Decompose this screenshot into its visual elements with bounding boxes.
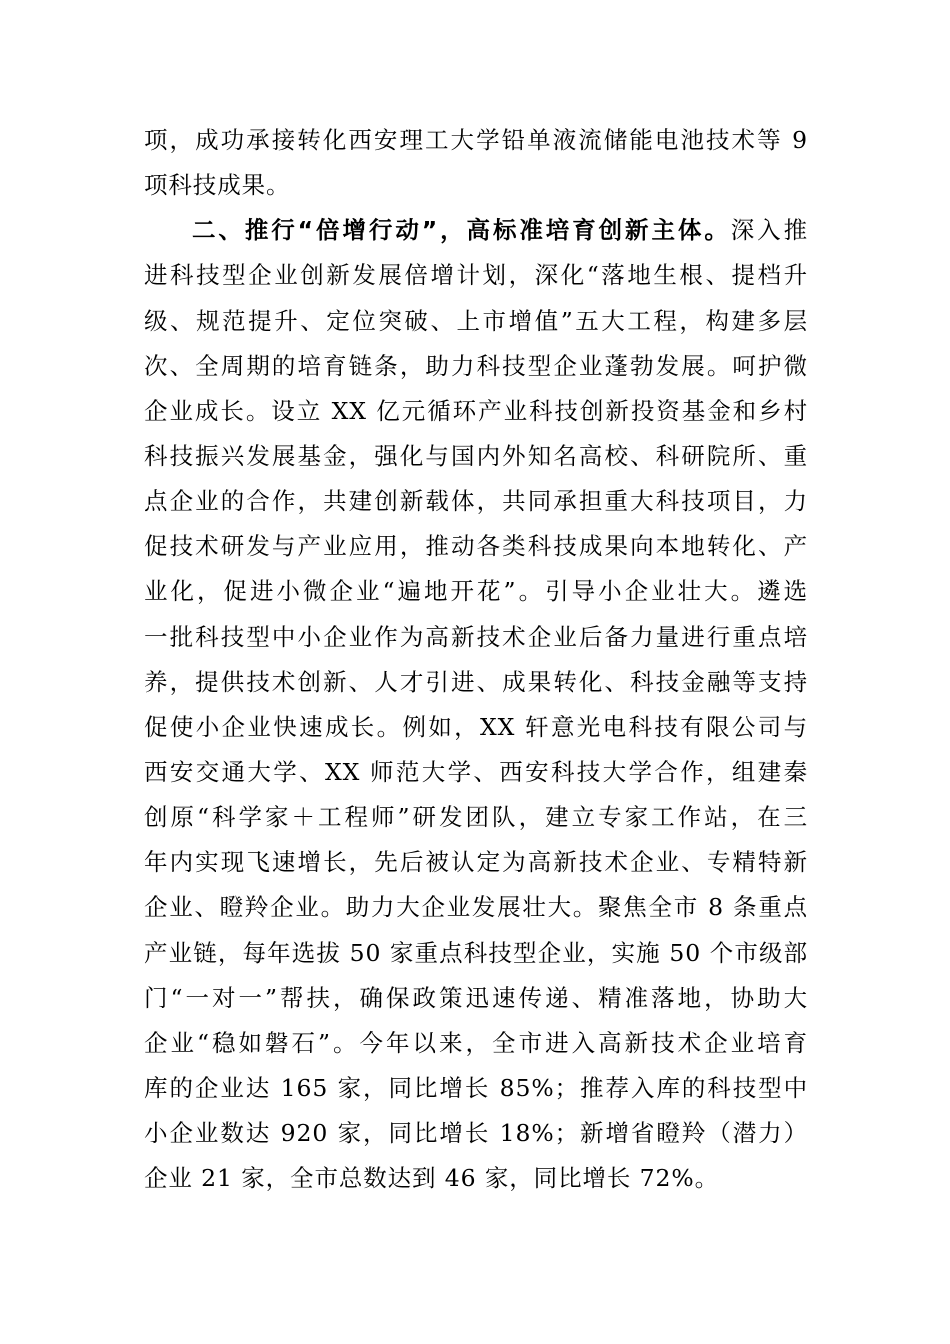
text-line: 创原“科学家＋工程师”研发团队，建立专家工作站，在三 bbox=[144, 803, 808, 832]
text-line: 企业“稳如磐石”。今年以来，全市进入高新技术企业培育 bbox=[144, 1028, 808, 1057]
text-line: 库的企业达 165 家，同比增长 85%；推荐入库的科技型中 bbox=[144, 1073, 808, 1102]
text-line: 促使小企业快速成长。例如，XX 轩意光电科技有限公司与 bbox=[144, 712, 808, 741]
text-line: 产业链，每年选拔 50 家重点科技型企业，实施 50 个市级部 bbox=[144, 938, 808, 967]
text-line: 门“一对一”帮扶，确保政策迅速传递、精准落地，协助大 bbox=[144, 983, 808, 1012]
text-line: 养，提供技术创新、人才引进、成果转化、科技金融等支持 bbox=[144, 667, 808, 696]
text-line: 企业、瞪羚企业。助力大企业发展壮大。聚焦全市 8 条重点 bbox=[144, 893, 808, 922]
text-line: 次、全周期的培育链条，助力科技型企业蓬勃发展。呵护微 bbox=[144, 351, 808, 380]
text-line: 年内实现飞速增长，先后被认定为高新技术企业、专精特新 bbox=[144, 848, 808, 877]
text-line: 企业 21 家，全市总数达到 46 家，同比增长 72%。 bbox=[144, 1164, 719, 1193]
text-line: 科技振兴发展基金，强化与国内外知名高校、科研院所、重 bbox=[144, 441, 808, 470]
section-heading: 二、推行“倍增行动”，高标准培育创新主体。 bbox=[192, 216, 731, 245]
text-line: 级、规范提升、定位突破、上市增值”五大工程，构建多层 bbox=[144, 306, 808, 335]
text-line: 深入推 bbox=[730, 216, 808, 245]
text-line: 小企业数达 920 家，同比增长 18%；新增省瞪羚（潜力） bbox=[144, 1119, 808, 1148]
text-line: 西安交通大学、XX 师范大学、西安科技大学合作，组建秦 bbox=[144, 757, 808, 786]
text-line: 项科技成果。 bbox=[144, 171, 291, 200]
text-line: 点企业的合作，共建创新载体，共同承担重大科技项目，力 bbox=[144, 487, 808, 516]
body-text bbox=[144, 118, 808, 1201]
text-line: 项，成功承接转化西安理工大学铅单液流储能电池技术等 9 bbox=[144, 126, 808, 154]
text-line: 进科技型企业创新发展倍增计划，深化“落地生根、提档升 bbox=[144, 261, 808, 290]
text-line: 促技术研发与产业应用，推动各类科技成果向本地转化、产 bbox=[144, 532, 808, 561]
text-line: 企业成长。设立 XX 亿元循环产业科技创新投资基金和乡村 bbox=[144, 396, 808, 425]
text-line: 一批科技型中小企业作为高新技术企业后备力量进行重点培 bbox=[144, 622, 808, 651]
section-paragraph-first-line bbox=[144, 208, 808, 253]
text-line: 业化，促进小微企业“遍地开花”。引导小企业壮大。遴选 bbox=[144, 577, 808, 606]
